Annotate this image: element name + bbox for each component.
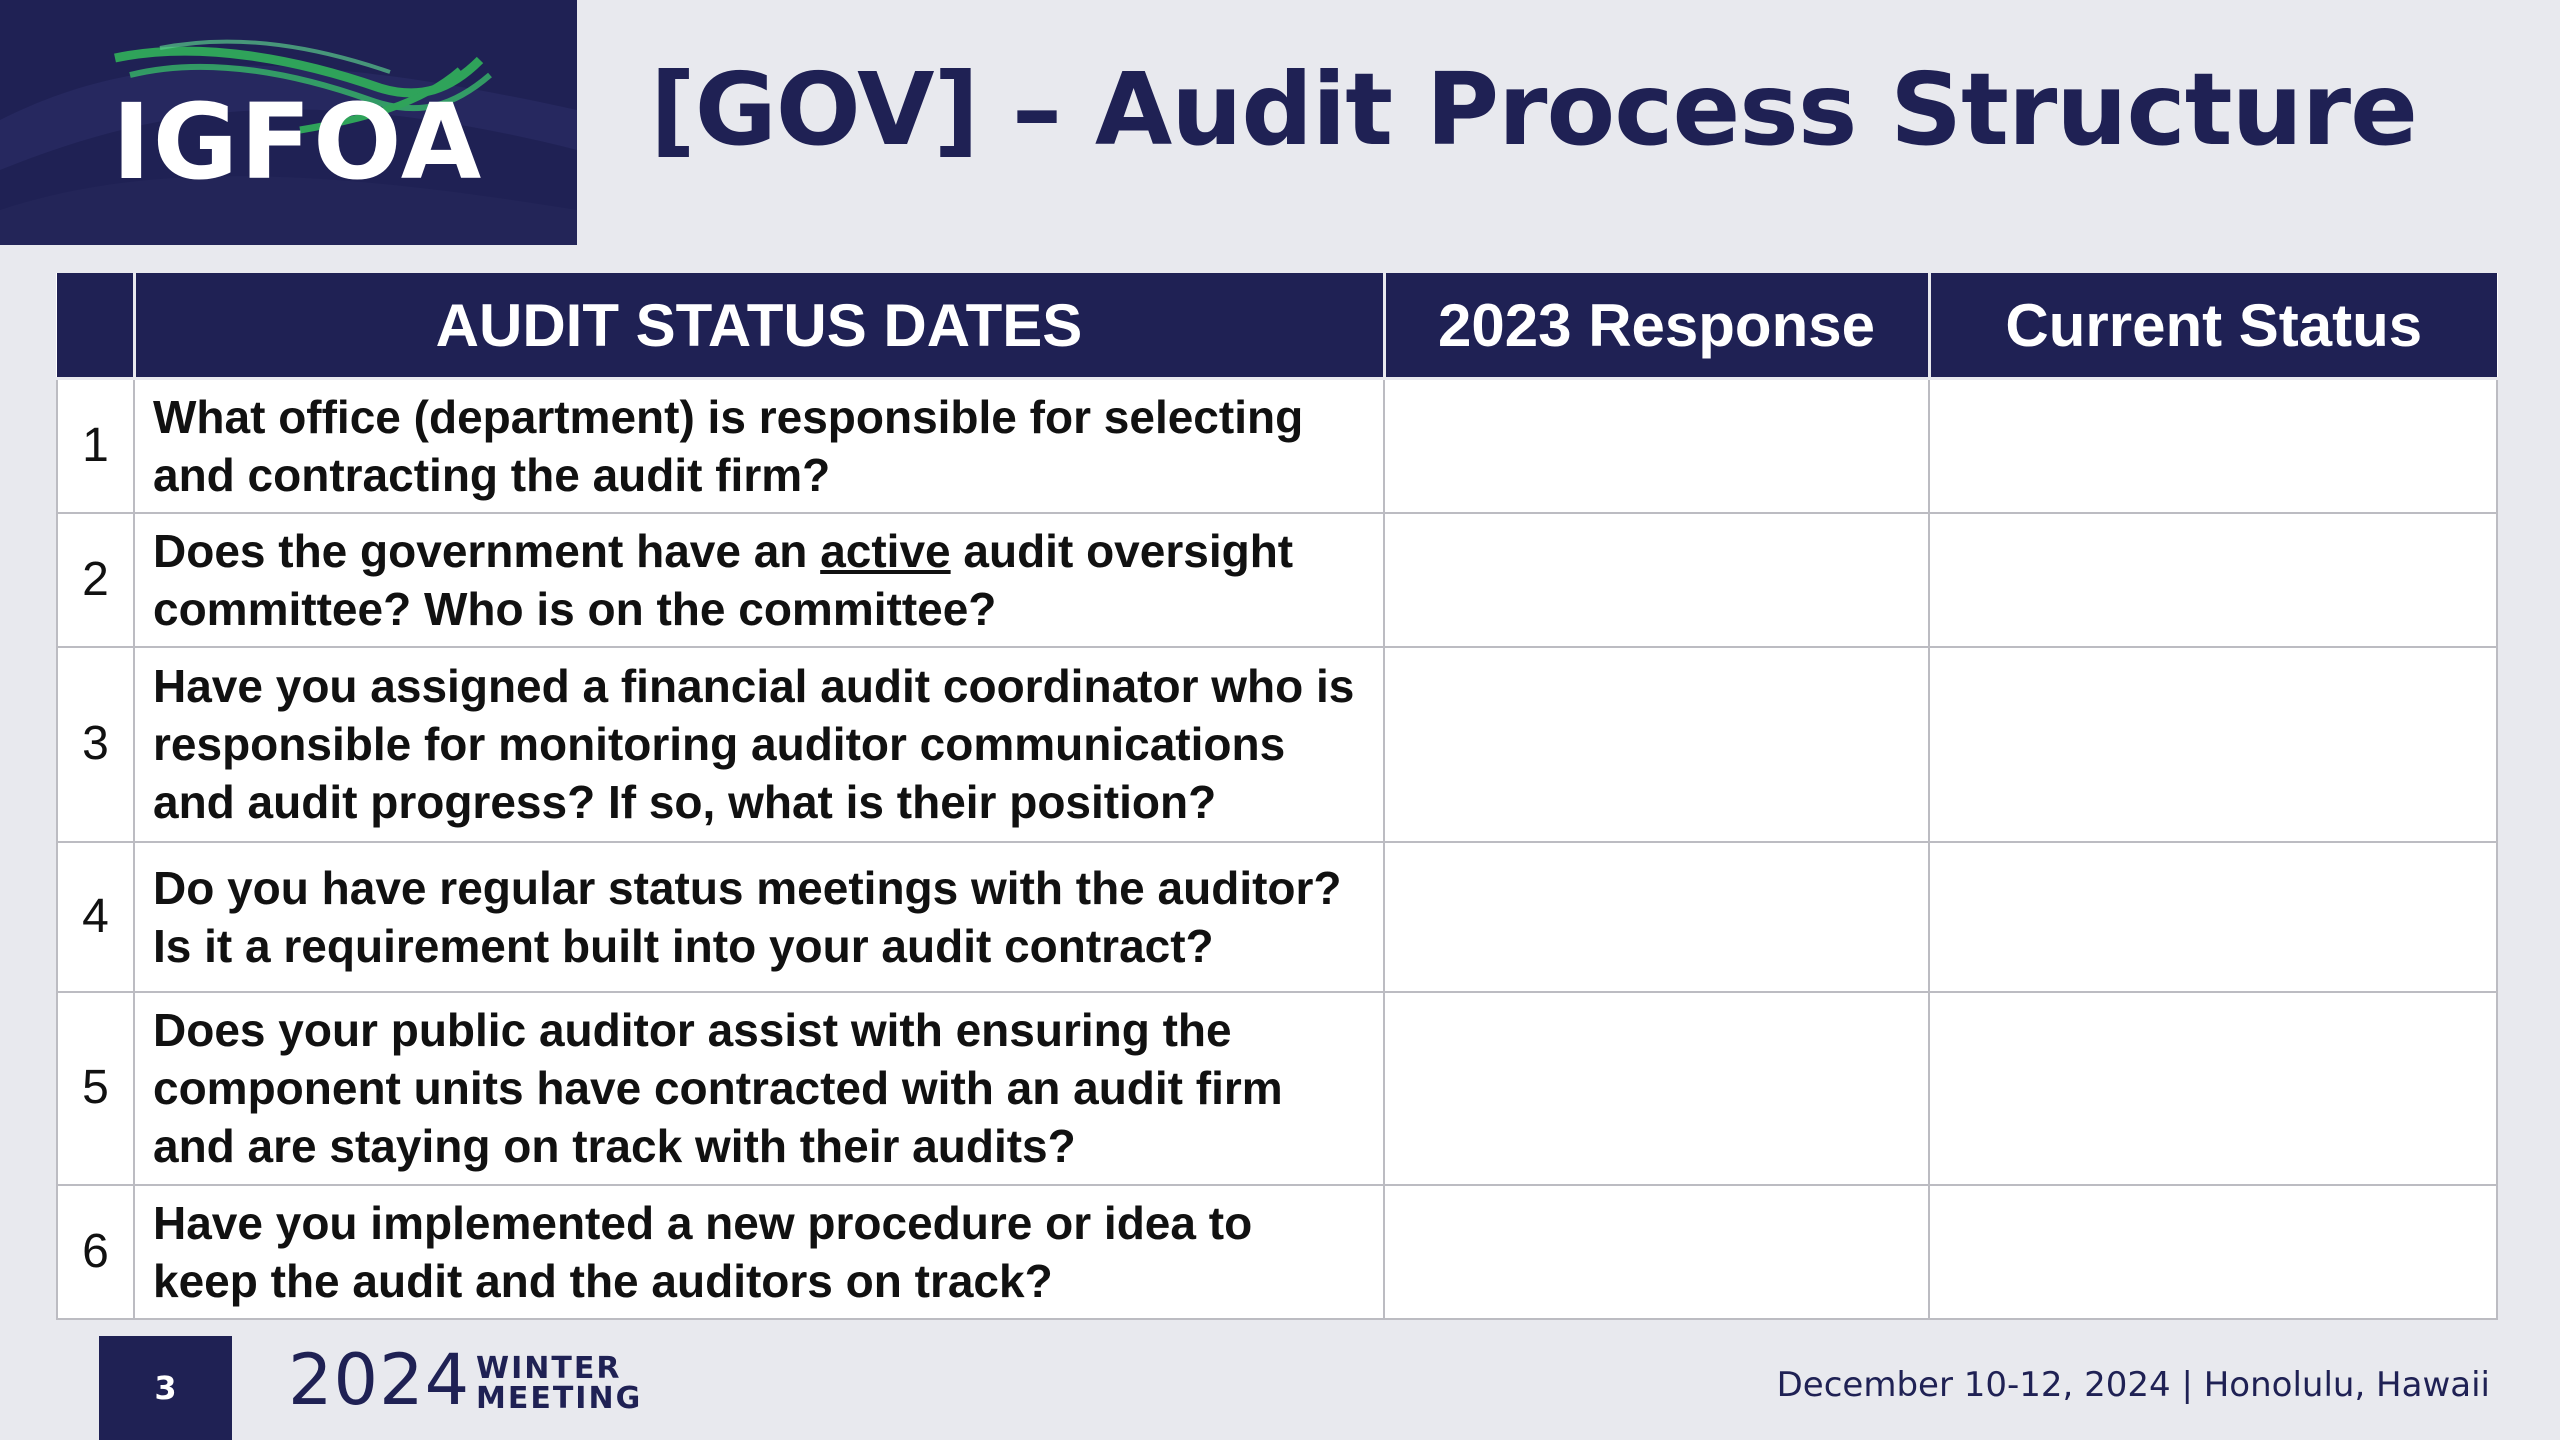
current-status-cell[interactable]	[1929, 379, 2497, 513]
table-header-row	[57, 273, 2497, 379]
current-status-cell[interactable]	[1929, 1185, 2497, 1319]
question-cell: What office (department) is responsible for selecting and contracting the audit firm?	[134, 379, 1384, 513]
row-number: 3	[57, 647, 134, 842]
header-number	[57, 273, 134, 379]
row-number: 4	[57, 842, 134, 992]
audit-table	[56, 273, 2498, 1320]
event-name	[476, 1351, 643, 1416]
response-2023-cell[interactable]	[1384, 647, 1929, 842]
question-cell: Have you implemented a new procedure or idea to keep the audit and the auditors on track?	[134, 1185, 1384, 1319]
response-2023-cell[interactable]	[1384, 842, 1929, 992]
table-row	[57, 513, 2497, 647]
event-date-location: December 10-12, 2024 | Honolulu, Hawaii	[1776, 1365, 2490, 1405]
page-number-badge: 3	[99, 1336, 232, 1440]
current-status-cell[interactable]	[1929, 647, 2497, 842]
row-number: 6	[57, 1185, 134, 1319]
response-2023-cell[interactable]	[1384, 379, 1929, 513]
question-cell: Does your public auditor assist with ensuring the component units have contracted with an audit firm and are staying on track with their audits?	[134, 992, 1384, 1185]
row-number: 5	[57, 992, 134, 1185]
table-row	[57, 992, 2497, 1185]
question-text: audit oversight committee? Who is on the committee?	[153, 524, 1294, 635]
current-status-cell[interactable]	[1929, 842, 2497, 992]
igfoa-logo	[0, 0, 577, 245]
header-audit-status-dates: AUDIT STATUS DATES	[134, 273, 1384, 379]
table-row	[57, 842, 2497, 992]
question-text: Does the government have an	[153, 524, 821, 577]
response-2023-cell[interactable]	[1384, 992, 1929, 1185]
current-status-cell[interactable]	[1929, 513, 2497, 647]
question-emphasis: active	[820, 524, 951, 577]
table-row	[57, 1185, 2497, 1319]
page-title: [GOV] – Audit Process Structure	[650, 51, 2417, 168]
response-2023-cell[interactable]	[1384, 1185, 1929, 1319]
header-2023-response: 2023 Response	[1384, 273, 1929, 379]
question-cell	[134, 513, 1384, 647]
response-2023-cell[interactable]	[1384, 513, 1929, 647]
row-number: 1	[57, 379, 134, 513]
event-name-line-2: MEETING	[476, 1381, 643, 1416]
question-cell: Have you assigned a financial audit coordinator who is responsible for monitoring auditor communications and audit progress? If so, what is their position?	[134, 647, 1384, 842]
event-year: 2024	[288, 1339, 471, 1421]
current-status-cell[interactable]	[1929, 992, 2497, 1185]
logo-text: IGFOA	[112, 81, 484, 203]
event-name-line-1: WINTER	[476, 1351, 622, 1386]
table-row	[57, 379, 2497, 513]
question-cell: Do you have regular status meetings with the auditor? Is it a requirement built into your audit contract?	[134, 842, 1384, 992]
table-row	[57, 647, 2497, 842]
header-current-status: Current Status	[1929, 273, 2497, 379]
row-number: 2	[57, 513, 134, 647]
